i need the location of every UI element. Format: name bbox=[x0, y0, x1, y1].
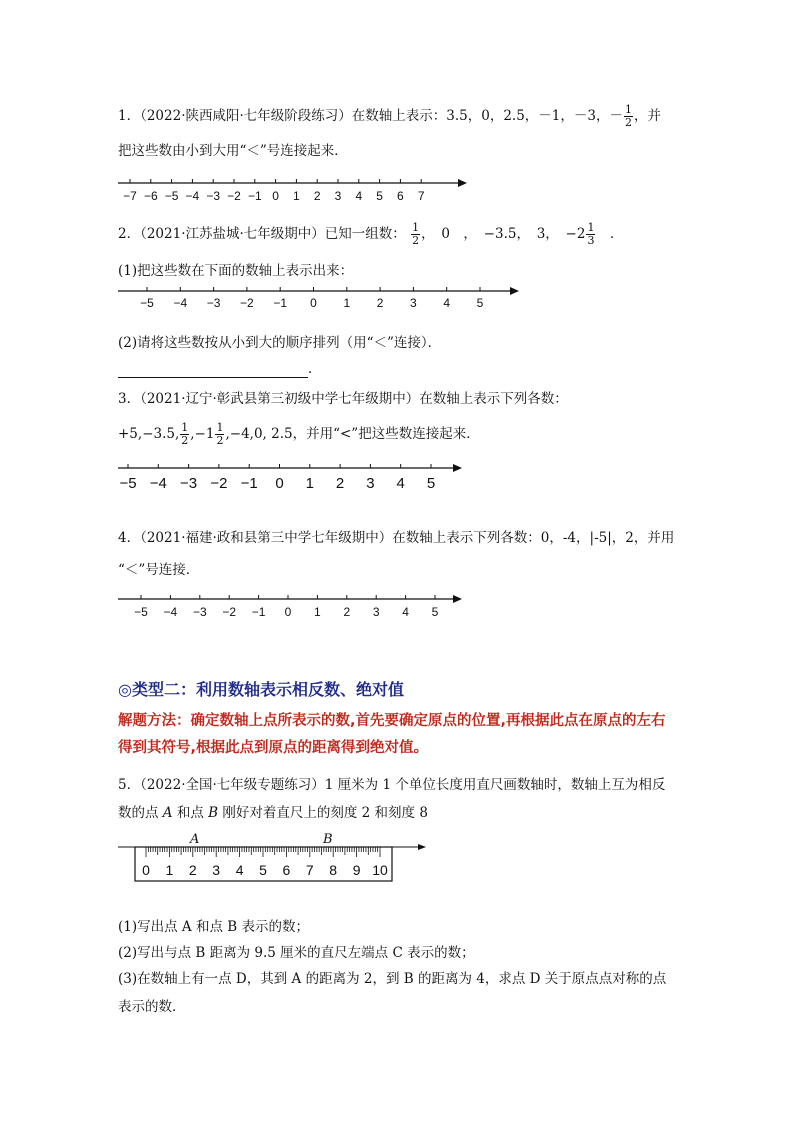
axis-tick-label: 0 bbox=[275, 475, 284, 492]
axis-tick-label: 3 bbox=[366, 475, 375, 492]
axis-tick-label: 3 bbox=[372, 605, 380, 619]
q5-part1: (1)写出点 A 和点 B 表示的数； bbox=[118, 919, 309, 935]
ruler-label: 2 bbox=[188, 862, 197, 878]
q2-half-num: 1 bbox=[412, 221, 420, 234]
q2-answer-line bbox=[118, 360, 322, 378]
axis-tick-label: −4 bbox=[149, 475, 167, 492]
q1-frac-den: 2 bbox=[624, 116, 632, 129]
q1-line1-end: ，并 bbox=[633, 108, 661, 124]
axis-tick-label: 0 bbox=[272, 189, 279, 203]
axis-tick-label: 4 bbox=[443, 296, 451, 310]
axis-tick-label: 2 bbox=[335, 475, 345, 492]
q3-frac1 bbox=[180, 422, 189, 447]
axis-tick-label: −4 bbox=[185, 189, 200, 203]
q5-line1: 5．（2022·全国·七年级专题练习）1 厘米为 1 个单位长度用直尺画数轴时，数轴上互为相反 bbox=[118, 777, 666, 793]
axis-tick-label: −6 bbox=[143, 189, 158, 203]
axis-tick-label: −2 bbox=[227, 189, 241, 203]
q2-half-den: 2 bbox=[412, 234, 420, 247]
axis-tick-label: 6 bbox=[397, 189, 404, 203]
axis-tick-label: 2 bbox=[313, 189, 321, 203]
q2-part1: (1)把这些数在下面的数轴上表示出来： bbox=[118, 263, 354, 279]
q3-frac2 bbox=[215, 422, 224, 447]
ruler-point-a-label: A bbox=[190, 832, 200, 847]
axis-tick-label: 5 bbox=[426, 475, 436, 492]
axis-tick-label: −3 bbox=[206, 189, 221, 203]
q3-line2 bbox=[118, 422, 480, 447]
q3-f2-num: 1 bbox=[216, 421, 224, 434]
q2-blank-end: ． bbox=[308, 361, 322, 377]
axis-tick-label: 4 bbox=[355, 189, 363, 203]
q2-fraction-half bbox=[411, 222, 420, 247]
axis-tick-label: −4 bbox=[163, 605, 178, 619]
ruler-number-line bbox=[118, 826, 428, 884]
axis-arrow bbox=[458, 179, 467, 187]
axis-tick-label: 7 bbox=[417, 189, 425, 203]
q5-part3b: 表示的数． bbox=[118, 999, 186, 1015]
q3-nums-a: +5,−3.5, bbox=[118, 426, 180, 442]
q2-number-line bbox=[118, 282, 518, 312]
axis-tick-label: 3 bbox=[334, 189, 342, 203]
q1-line2: 把这些数由小到大用“＜”号连接起来． bbox=[118, 143, 348, 159]
axis-tick-label: 1 bbox=[314, 605, 321, 619]
ruler-label: 7 bbox=[305, 862, 314, 878]
axis-tick-label: 5 bbox=[476, 296, 484, 310]
q3-nums-b: ,−1 bbox=[190, 426, 215, 442]
axis-tick-label: −1 bbox=[251, 605, 266, 619]
axis-tick-label: 5 bbox=[376, 189, 383, 203]
axis-tick-label: −5 bbox=[119, 475, 137, 492]
axis-tick-label: −7 bbox=[123, 189, 137, 203]
axis-tick-label: −3 bbox=[180, 475, 198, 492]
q5-part3a: (3)在数轴上有一点 D，其到 A 的距离为 2，到 B 的距离为 4，求点 D 关于原点点对称的点 bbox=[118, 971, 667, 987]
q3-number-line bbox=[118, 458, 463, 492]
axis-tick-label: −5 bbox=[134, 605, 148, 619]
method-text: 解题方法：确定数轴上点所表示的数,首先要确定原点的位置,再根据此点在原点的左右得到其符号,根据此点到原点的距离得到绝对值。 bbox=[118, 713, 666, 756]
axis-tick-label: −3 bbox=[192, 605, 207, 619]
ruler-axis-arrow bbox=[418, 844, 426, 850]
ruler-label: 9 bbox=[352, 862, 361, 878]
ruler-label: 10 bbox=[372, 862, 388, 878]
ruler-label: 6 bbox=[282, 862, 291, 878]
section-heading: ◎类型二：利用数轴表示相反数、绝对值 bbox=[118, 680, 404, 699]
q5-line2 bbox=[118, 804, 428, 822]
axis-tick-label: 4 bbox=[402, 605, 409, 619]
axis-arrow bbox=[453, 595, 462, 603]
axis-tick-label: −5 bbox=[140, 296, 154, 310]
axis-arrow bbox=[453, 464, 462, 472]
axis-arrow bbox=[510, 287, 519, 295]
axis-tick-label: −5 bbox=[164, 189, 179, 203]
q3-line2-end: ，并用“<”把这些数连接起来． bbox=[292, 426, 480, 442]
axis-tick-label: 0 bbox=[310, 296, 317, 310]
q2-intro: 2．（2021·江苏盐城·七年级期中）已知一组数： bbox=[118, 226, 406, 242]
q5-point-a: A bbox=[162, 805, 173, 821]
axis-tick-label: −2 bbox=[210, 475, 228, 492]
ruler-label: 8 bbox=[329, 862, 338, 878]
q5-part2: (2)写出与点 B 距离为 9.5 厘米的直尺左端点 C 表示的数； bbox=[118, 945, 475, 961]
axis-tick-label: 5 bbox=[431, 605, 439, 619]
axis-tick-label: −3 bbox=[206, 296, 221, 310]
ruler-label: 3 bbox=[212, 862, 221, 878]
axis-tick-label: 2 bbox=[343, 605, 351, 619]
axis-tick-label: −1 bbox=[273, 296, 288, 310]
q5-text-c: 刚好对着直尺上的刻度 2 和刻度 8 bbox=[218, 805, 428, 821]
q5-text-b: 和点 bbox=[172, 805, 209, 821]
axis-tick-label: −4 bbox=[173, 296, 188, 310]
q2-part2: (2)请将这些数按从小到大的顺序排列（用“＜”连接）． bbox=[118, 335, 442, 351]
q2-mixed-fraction bbox=[586, 222, 595, 247]
q4-line2: “＜”号连接． bbox=[118, 562, 200, 578]
q4-number-line bbox=[118, 590, 463, 620]
q2-end: ． bbox=[609, 226, 624, 242]
q1-text: 1．（2022·陕西咸阳·七年级阶段练习）在数轴上表示：3.5，0，2.5，－1，－3，－ bbox=[118, 108, 623, 124]
answer-blank[interactable] bbox=[118, 365, 308, 378]
q2-mixed-den: 3 bbox=[587, 234, 595, 247]
q1-line1 bbox=[118, 104, 661, 129]
q2-mixed-num: 1 bbox=[587, 221, 595, 234]
axis-tick-label: 3 bbox=[410, 296, 417, 310]
ruler-label: 4 bbox=[235, 862, 244, 878]
axis-tick-label: −2 bbox=[240, 296, 254, 310]
q3-f1-num: 1 bbox=[181, 421, 189, 434]
axis-tick-label: 1 bbox=[343, 296, 351, 310]
ruler-point-b-label: B bbox=[323, 832, 333, 847]
q1-number-line bbox=[118, 174, 468, 204]
axis-tick-label: −1 bbox=[247, 189, 262, 203]
q2-line1 bbox=[118, 222, 623, 247]
q3-line1: 3．（2021·辽宁·彰武县第三初级中学七年级期中）在数轴上表示下列各数： bbox=[118, 391, 568, 407]
q2-numbers: ， 0 ， −3.5， 3， −2 bbox=[421, 226, 586, 242]
q4-line1: 4．（2021·福建·政和县第三中学七年级期中）在数轴上表示下列各数：0，-4，|-5|，2，并用 bbox=[118, 530, 675, 546]
ruler-label: 1 bbox=[165, 862, 174, 878]
q5-point-b: B bbox=[208, 805, 219, 821]
q3-f1-den: 2 bbox=[181, 434, 189, 447]
ruler-ticks bbox=[146, 847, 380, 857]
axis-tick-label: −1 bbox=[240, 475, 258, 492]
ruler-labels bbox=[142, 862, 388, 878]
axis-tick-label: 1 bbox=[305, 475, 314, 492]
ruler-label: 5 bbox=[259, 862, 267, 878]
q3-f2-den: 2 bbox=[216, 434, 224, 447]
q5-text-a: 数的点 bbox=[118, 805, 163, 821]
axis-tick-label: 4 bbox=[396, 475, 405, 492]
axis-tick-label: 0 bbox=[284, 605, 292, 619]
ruler-label: 0 bbox=[142, 862, 150, 878]
axis-tick-label: 2 bbox=[376, 296, 384, 310]
axis-tick-label: −2 bbox=[222, 605, 237, 619]
q3-nums-c: ,−4,0, 2.5 bbox=[225, 426, 293, 442]
q1-frac-num: 1 bbox=[624, 103, 632, 116]
axis-tick-label: 1 bbox=[293, 189, 300, 203]
q1-fraction bbox=[624, 104, 633, 129]
